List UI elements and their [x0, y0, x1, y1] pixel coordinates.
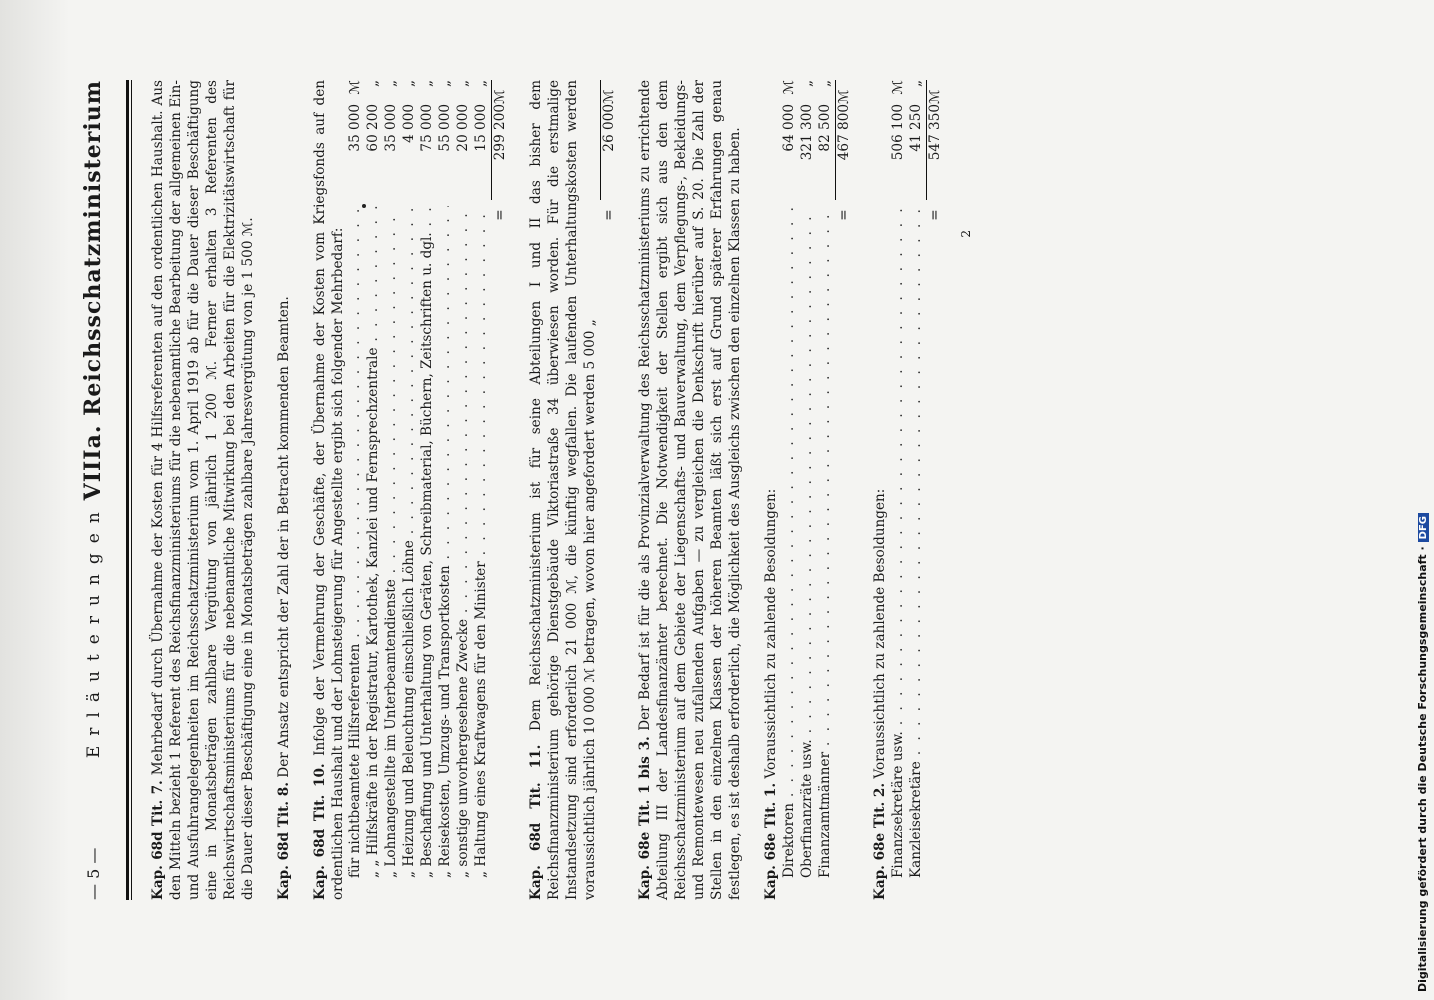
amount-inline: 5 000 „	[582, 319, 599, 370]
kap-label: Kap. 68e Tit. 2.	[871, 782, 888, 900]
row-unit: „	[473, 80, 490, 88]
block-kap68d-tit7	[150, 80, 258, 900]
paragraph-text: Voraussichtlich zu zahlende Besoldungen:	[871, 488, 888, 779]
paragraph-text: Voraussichtlich zu zahlende Besoldungen:	[762, 488, 779, 779]
row-label: Oberfinanzräte usw.	[798, 739, 815, 878]
kap-label: Kap. 68d Tit. 8.	[275, 782, 292, 900]
row-amount: 82 500	[816, 104, 833, 152]
row-amount: 64 000	[780, 104, 797, 152]
table-row	[347, 80, 365, 878]
row-amount: 75 000	[419, 104, 436, 152]
table-row	[473, 80, 491, 878]
row-unit: „	[907, 80, 924, 88]
sum-equals: =	[601, 209, 618, 221]
paragraph-text-continued: die künftig wegfallen. Die laufenden Unterhaltungskosten werden voraussichtlich jährlich 10 000 ℳ betragen, wovon hier angefordert werden	[564, 80, 599, 900]
paragraph	[276, 80, 294, 900]
sum-unit: ℳ	[492, 89, 509, 104]
row-amount: 35 000	[383, 104, 400, 152]
kap-label: Kap. 68d Tit. 7.	[150, 780, 166, 900]
row-unit: „	[816, 80, 833, 88]
block-kap68e-tit2	[872, 80, 945, 900]
row-unit: ℳ	[347, 80, 364, 95]
row-amount: 4 000	[401, 104, 418, 143]
sum-row	[601, 80, 619, 900]
row-unit: „	[401, 80, 418, 88]
kap-label: Kap. 68d Tit. 10.	[311, 763, 328, 900]
row-unit: „	[419, 80, 436, 88]
sum-equals: =	[492, 209, 509, 221]
row-unit: „	[437, 80, 454, 88]
table-row	[781, 80, 799, 878]
kap-label: Kap. 68d Tit. 11.	[528, 744, 545, 900]
row-label: Finanzsekretäre usw.	[889, 731, 906, 878]
paragraph	[637, 80, 745, 900]
sum-row	[492, 80, 510, 878]
paragraph	[528, 80, 600, 900]
table-row	[908, 80, 926, 878]
row-label: „ Beschaffung und Unterhaltung von Geräten, Schreibmaterial, Büchern, Zeitschriften u. dgl.	[419, 232, 436, 878]
row-unit: ℳ	[889, 80, 906, 95]
table-row	[890, 80, 908, 878]
page-header	[62, 80, 126, 900]
block-kap68e-tit1-3	[637, 80, 745, 900]
sum-amount: 547 350	[926, 104, 943, 161]
sum-amount: 26 000	[601, 104, 618, 152]
signature-mark: 2	[958, 230, 973, 238]
sum-equals: =	[835, 209, 852, 221]
row-unit: „	[798, 80, 815, 88]
paragraph	[763, 80, 781, 900]
document-page	[40, 40, 1360, 960]
paragraph-text: Der Bedarf ist für die als Provinzialverwaltung des Reichsschatzministeriums zu errichtende Abteilung III der Landesfinanzämter berechnet. Die Notwendigkeit der Stellen ergibt sich aus den dem Reichsschatzministerium auf dem Gebiete der Liegenschafts- und Bauverwaltung, dem Verpflegungs-, Bekleidungs- und Remontewesen neu zufallenden Aufgaben — zu vergleichen die Denkschrift hierüber auf S. 20. Die Zahl der Stellen in den einzelnen Klassen der höheren Beamten läßt sich erst auf Grund späterer Erfahrungen genau festlegen, es ist deshalb erforderlich, die Möglichkeit des Ausgleichs zwischen den einzelnen Klassen zu haben.	[637, 79, 743, 900]
block-kap68d-tit11	[528, 80, 619, 900]
table-row	[419, 80, 437, 878]
row-amount: 321 300	[798, 104, 815, 161]
digitization-credit	[1416, 513, 1429, 992]
sum-equals: =	[926, 209, 943, 221]
paragraph	[872, 80, 890, 900]
row-label: „ „ Hilfskräfte in der Registratur, Kartothek, Kanzlei und Fernsprechzentrale	[365, 347, 382, 878]
header-rule	[126, 80, 129, 900]
table-row	[799, 80, 817, 878]
sum-amount: 299 200	[492, 104, 509, 161]
salary-table	[890, 80, 945, 878]
row-label: „ Lohnangestellte im Unterbeamtendienste	[383, 579, 400, 878]
cost-table	[347, 80, 510, 878]
row-unit: „	[383, 80, 400, 88]
row-amount: 15 000	[473, 104, 490, 152]
row-amount: 55 000	[437, 104, 454, 152]
row-label: „ Reisekosten, Umzugs- und Transportkosten	[437, 565, 454, 878]
row-label: „ sonstige unvorhergesehene Zwecke	[455, 618, 472, 878]
kap-label: Kap. 68e Tit. 1 bis 3.	[637, 736, 654, 900]
block-kap68d-tit10	[312, 80, 511, 900]
row-amount: 20 000	[455, 104, 472, 152]
row-unit: „	[365, 80, 382, 88]
sum-unit: ℳ	[601, 89, 618, 104]
table-row	[817, 80, 835, 878]
table-row	[437, 80, 455, 878]
row-label: Finanzamtmänner	[816, 751, 833, 878]
salary-table	[781, 80, 854, 878]
sum-row	[927, 80, 945, 878]
paragraph	[312, 80, 348, 900]
sum-unit: ℳ	[835, 89, 852, 104]
row-label: „ Heizung und Beleuchtung einschließlich Löhne	[401, 540, 418, 878]
table-row	[365, 80, 383, 878]
credit-text: Digitalisierung gefördert durch die Deutsche Forschungsgemeinschaft ·	[1416, 546, 1429, 992]
sum-amount: 467 800	[835, 104, 852, 161]
paragraph	[150, 80, 258, 900]
dfg-logo: DFG	[1418, 513, 1429, 542]
row-amount: 35 000	[347, 104, 364, 152]
row-label: Kanzleisekretäre	[907, 761, 924, 878]
page-number: — 5 —	[84, 847, 104, 900]
row-unit: „	[455, 80, 472, 88]
table-row	[401, 80, 419, 878]
row-amount: 506 100	[889, 104, 906, 161]
paragraph-text: Mehrbedarf durch Übernahme der Kosten für 4 Hilfsreferenten auf den ordentlichen Haushalt. Aus den Mitteln bezieht 1 Referent des Reichsfinanzministeriums für die nebenamtliche Bearbeitung der allgemeinen Ein- und Ausfuhrangelegenheiten im Reichsschatzministerium vom 1. April 1919 ab für die Dauer dieser Beschäftigung eine in Monatsbeträgen zahlbare Vergütung von jährlich 1 200 ℳ. Ferner erhalten 3 Referenten des Reichswirtschaftsministeriums für die nebenamtliche Mitwirkung bei den Arbeiten für die Elektrizitätswirtschaft für die Dauer dieser Beschäftigung eine in Monatsbeträgen zahlbare Jahresvergütung von je 1 500 ℳ.	[150, 79, 256, 900]
paragraph-text: Der Ansatz entspricht der Zahl der in Betracht kommenden Beamten.	[275, 296, 292, 778]
header-rule-thin	[131, 80, 132, 900]
sum-row	[836, 80, 854, 878]
block-kap68e-tit1	[763, 80, 854, 900]
row-amount: 60 200	[365, 104, 382, 152]
row-label: für nichtbeamtete Hilfsreferenten	[347, 643, 364, 878]
row-unit: ℳ	[780, 80, 797, 95]
block-kap68d-tit8	[276, 80, 294, 900]
heading-erlaeuterungen: Erläuterungen	[83, 502, 104, 759]
table-row	[455, 80, 473, 878]
table-row	[383, 80, 401, 878]
sum-unit: ℳ	[926, 89, 943, 104]
kap-label: Kap. 68e Tit. 1.	[762, 782, 779, 900]
ink-speck	[362, 204, 366, 208]
amount-inline: 21 000 ℳ,	[564, 574, 581, 656]
row-label: „ Haltung eines Kraftwagens für den Minister	[473, 561, 490, 878]
paragraph-text: Dem Reichsschatzministerium ist für seine Abteilungen I und II das bisher dem Reichsfinanzministerium gehörige Dienstgebäude Viktoriastraße 34 überwiesen worden. Für die erstmalige Instandsetzung sind erforderlich	[528, 79, 581, 900]
paragraph-text: Infolge der Vermehrung der Geschäfte, der Übernahme der Kosten vom Kriegsfonds auf den ordentlichen Haushalt und der Lohnsteigerung für Angestellte ergibt sich folgender Mehrbedarf:	[311, 80, 346, 900]
row-label: Direktoren	[780, 803, 797, 878]
section-title: VIIIa. Reichsschatzministerium	[80, 80, 107, 501]
row-amount: 41 250	[907, 104, 924, 152]
